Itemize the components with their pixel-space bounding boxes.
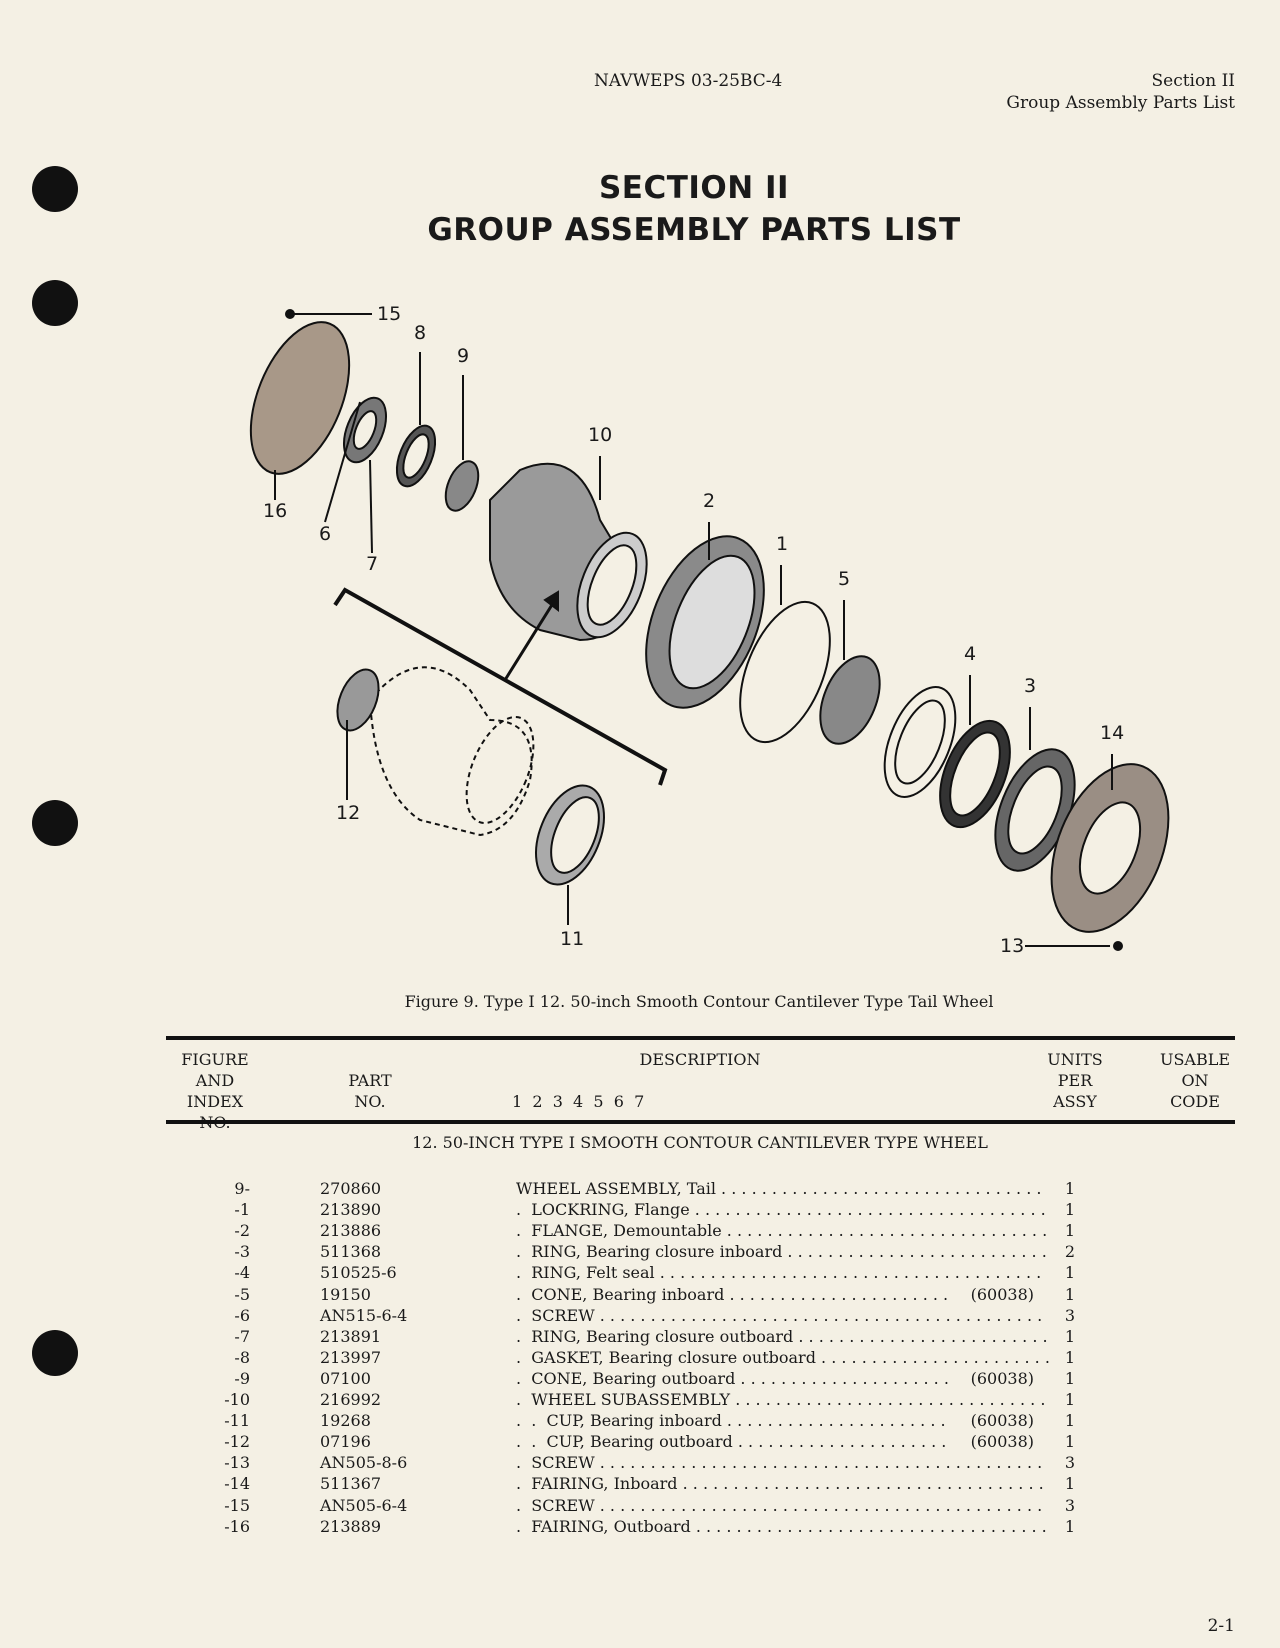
part-number: AN515-6-4: [320, 1305, 408, 1325]
units-per-assy: 1: [1064, 1390, 1076, 1409]
description: . SCREW . . . . . . . . . . . . . . . . . . . . . . . . . . . . . . . . . . . . . . . . . . . .: [516, 1453, 1043, 1473]
index-number: -10: [224, 1390, 250, 1409]
leader-dots: . . . . . . . . . . . . . . . . . . . . . . . . . . . . . . . . . . .: [689, 1200, 1046, 1220]
cone-inboard: [809, 648, 892, 753]
callout-15: 15: [377, 303, 402, 325]
leader-dots: . . . . . . . . . . . . . . . . . . . . . . . . .: [793, 1326, 1048, 1346]
leader-dots: . . . . . . . . . . . . . . . . . . . . . . . . . . . . . . . . . . . . . . . . . . . .: [594, 1305, 1043, 1325]
callout-9: 9: [457, 345, 470, 367]
table-row: [0, 1305, 1280, 1326]
units-per-assy: 1: [1064, 1474, 1076, 1494]
table-row: [0, 1220, 1280, 1241]
index-number: -15: [224, 1495, 250, 1515]
table-row: [0, 1284, 1280, 1305]
table-row: [0, 1241, 1280, 1262]
part-number: 270860: [320, 1179, 382, 1198]
callout-6: 6: [319, 523, 332, 545]
part-number: 19268: [320, 1411, 371, 1431]
document-number: NAVWEPS 03-25BC-4: [594, 71, 783, 91]
index-number: -2: [234, 1221, 250, 1241]
description: . RING, Felt seal . . . . . . . . . . . . . . . . . . . . . . . . . . . . . . . . . . . . . .: [516, 1263, 1042, 1283]
figure-caption: Figure 9. Type I 12. 50-inch Smooth Contour Cantilever Type Tail Wheel: [404, 992, 994, 1011]
leader-dots: . . . . . . . . . . . . . . . . . . . . . . . . . . . . . . . .: [721, 1221, 1048, 1241]
description: . FLANGE, Demountable . . . . . . . . . . . . . . . . . . . . . . . . . . . . . . . .: [516, 1221, 1048, 1241]
header-section-title: Group Assembly Parts List: [1006, 93, 1235, 113]
cone-outboard: [439, 457, 484, 516]
units-per-assy: 1: [1064, 1411, 1076, 1431]
part-number: 19150: [320, 1284, 371, 1304]
header-section: Section II: [1151, 71, 1235, 91]
description: . RING, Bearing closure outboard . . . . . . . . . . . . . . . . . . . . . . . . .: [516, 1326, 1048, 1346]
description: . CONE, Bearing outboard . . . . . . . . . . . . . . . . . . . . .: [516, 1368, 949, 1388]
part-number: 213886: [320, 1221, 382, 1241]
callout-12: 12: [336, 802, 361, 824]
table-top-rule: [166, 1036, 1235, 1040]
callout-16: 16: [263, 500, 288, 522]
header-indent-levels: 1 2 3 4 5 6 7: [512, 1092, 645, 1111]
index-number: -3: [234, 1242, 250, 1262]
header-usable-on-code: USABLE ON CODE: [1159, 1050, 1231, 1111]
part-number: 213889: [320, 1516, 382, 1536]
description: . SCREW . . . . . . . . . . . . . . . . . . . . . . . . . . . . . . . . . . . . . . . . . . . .: [516, 1495, 1043, 1515]
part-number: 07196: [320, 1432, 371, 1452]
leader-dots: . . . . . . . . . . . . . . . . . . . . . . . . . . . . . . . . . . . . . . . . . . . .: [594, 1495, 1043, 1515]
index-number: -7: [234, 1326, 250, 1346]
table-row: [0, 1368, 1280, 1389]
leader-dots: . . . . . . . . . . . . . . . . . . . . . . . . . . . . . . . . . . .: [690, 1516, 1047, 1536]
callout-8: 8: [414, 322, 427, 344]
leader-dots: . . . . . . . . . . . . . . . . . . . . . . . . . . . . . . . . . . . . . . . . . . . .: [594, 1453, 1043, 1473]
index-number: -6: [234, 1305, 250, 1325]
index-number: -8: [234, 1347, 250, 1367]
callout-5: 5: [838, 568, 851, 590]
description: . . CUP, Bearing outboard . . . . . . . . . . . . . . . . . . . . .: [516, 1432, 947, 1452]
callout-11: 11: [560, 928, 585, 950]
index-number: -9: [234, 1368, 250, 1388]
callout-3: 3: [1024, 675, 1037, 697]
leader-dots: . . . . . . . . . . . . . . . . . . . . .: [732, 1432, 947, 1452]
leader-dots: . . . . . . . . . . . . . . . . . . . . . .: [724, 1284, 949, 1304]
description: . WHEEL SUBASSEMBLY . . . . . . . . . . . . . . . . . . . . . . . . . . . . . . .: [516, 1390, 1046, 1409]
index-number: -11: [224, 1411, 250, 1431]
units-per-assy: 1: [1064, 1284, 1076, 1304]
description: . CONE, Bearing inboard . . . . . . . . . . . . . . . . . . . . . .: [516, 1284, 949, 1304]
leader-dots: . . . . . . . . . . . . . . . . . . . . . . . . . . . . . . . .: [715, 1179, 1042, 1198]
page-title: SECTION II: [598, 170, 790, 206]
part-number: 213890: [320, 1200, 382, 1220]
units-per-assy: 3: [1064, 1495, 1076, 1515]
table-row: [0, 1389, 1280, 1410]
index-number: -12: [224, 1432, 250, 1452]
units-per-assy: 1: [1064, 1200, 1076, 1220]
leader-dots: . . . . . . . . . . . . . . . . . . . . . . . . . . . . . . . . . . . .: [677, 1474, 1044, 1494]
usable-code: (60038): [970, 1368, 1034, 1388]
units-per-assy: 3: [1064, 1305, 1076, 1325]
callout-1: 1: [776, 533, 789, 555]
table-header-rule: [166, 1120, 1235, 1124]
callout-2: 2: [703, 490, 716, 512]
callout-7: 7: [366, 553, 379, 575]
units-per-assy: 1: [1064, 1347, 1076, 1367]
index-number: -13: [224, 1453, 250, 1473]
table-row: [0, 1347, 1280, 1368]
part-number: AN505-6-4: [320, 1495, 408, 1515]
usable-code: (60038): [970, 1432, 1034, 1452]
leader-dots: . . . . . . . . . . . . . . . . . . . . . . . . . .: [782, 1242, 1047, 1262]
leader-dots: . . . . . . . . . . . . . . . . . . . . . . . . . . . . . . .: [730, 1390, 1046, 1409]
part-number: 511367: [320, 1474, 382, 1494]
description: . LOCKRING, Flange . . . . . . . . . . . . . . . . . . . . . . . . . . . . . . . . . . .: [516, 1200, 1046, 1220]
callout-14: 14: [1100, 722, 1125, 744]
table-row: [0, 1495, 1280, 1516]
page-subtitle: GROUP ASSEMBLY PARTS LIST: [427, 212, 961, 248]
table-row: [0, 1516, 1280, 1537]
table-row: [0, 1431, 1280, 1452]
header-description: DESCRIPTION: [639, 1050, 761, 1069]
units-per-assy: 3: [1064, 1453, 1076, 1473]
page-number: 2-1: [1207, 1616, 1235, 1636]
description: . RING, Bearing closure inboard . . . . . . . . . . . . . . . . . . . . . . . . . .: [516, 1242, 1047, 1262]
part-number: 216992: [320, 1390, 382, 1409]
units-per-assy: 1: [1064, 1221, 1076, 1241]
units-per-assy: 1: [1064, 1263, 1076, 1283]
index-number: -14: [224, 1474, 250, 1494]
table-row: [0, 1262, 1280, 1283]
index-number: -4: [234, 1263, 250, 1283]
table-row: [0, 1199, 1280, 1220]
header-units-per-assy: UNITS PER ASSY: [1047, 1050, 1103, 1111]
part-number: 07100: [320, 1368, 371, 1388]
part-number: AN505-8-6: [320, 1453, 408, 1473]
table-row: [0, 1178, 1280, 1199]
leader-dots: . . . . . . . . . . . . . . . . . . . . . . . . . . . . . . . . . . . . . .: [654, 1263, 1042, 1283]
fairing-outboard: [231, 308, 369, 488]
description: . SCREW . . . . . . . . . . . . . . . . . . . . . . . . . . . . . . . . . . . . . . . . . . . .: [516, 1305, 1043, 1325]
units-per-assy: 1: [1064, 1179, 1076, 1198]
description: WHEEL ASSEMBLY, Tail . . . . . . . . . . . . . . . . . . . . . . . . . . . . . . . .: [516, 1179, 1042, 1198]
description: . FAIRING, Inboard . . . . . . . . . . . . . . . . . . . . . . . . . . . . . . . . . . . .: [516, 1474, 1044, 1494]
usable-code: (60038): [970, 1284, 1034, 1304]
header-figure-index: FIGURE AND INDEX: [181, 1050, 249, 1111]
table-row: [0, 1410, 1280, 1431]
part-number: 213997: [320, 1347, 382, 1367]
units-per-assy: 1: [1064, 1432, 1076, 1452]
index-number: 9-: [234, 1179, 250, 1198]
description: . FAIRING, Outboard . . . . . . . . . . . . . . . . . . . . . . . . . . . . . . . . . . .: [516, 1516, 1047, 1536]
header-part-no: PART NO.: [348, 1071, 392, 1111]
table-row: [0, 1326, 1280, 1347]
group-title: 12. 50-INCH TYPE I SMOOTH CONTOUR CANTILEVER TYPE WHEEL: [412, 1133, 988, 1152]
callout-10: 10: [588, 424, 613, 446]
table-row: [0, 1473, 1280, 1494]
units-per-assy: 1: [1064, 1326, 1076, 1346]
units-per-assy: 1: [1064, 1368, 1076, 1388]
units-per-assy: 2: [1064, 1242, 1076, 1262]
leader-dots: . . . . . . . . . . . . . . . . . . . . . . .: [815, 1347, 1050, 1367]
description: . . CUP, Bearing inboard . . . . . . . . . . . . . . . . . . . . . .: [516, 1411, 946, 1431]
part-number: 511368: [320, 1242, 382, 1262]
index-number: -1: [234, 1200, 250, 1220]
part-number: 510525-6: [320, 1263, 397, 1283]
description: . GASKET, Bearing closure outboard . . . . . . . . . . . . . . . . . . . . . . .: [516, 1347, 1050, 1367]
index-number: -5: [234, 1284, 250, 1304]
callout-4: 4: [964, 643, 977, 665]
part-number: 213891: [320, 1326, 382, 1346]
leader-dots: . . . . . . . . . . . . . . . . . . . . .: [735, 1368, 949, 1388]
cup-outboard: [329, 664, 386, 737]
table-row: [0, 1452, 1280, 1473]
units-per-assy: 1: [1064, 1516, 1076, 1536]
index-number: -16: [224, 1516, 250, 1536]
usable-code: (60038): [970, 1411, 1034, 1431]
callout-13: 13: [1000, 935, 1025, 957]
leader-dots: . . . . . . . . . . . . . . . . . . . . . .: [721, 1411, 946, 1431]
